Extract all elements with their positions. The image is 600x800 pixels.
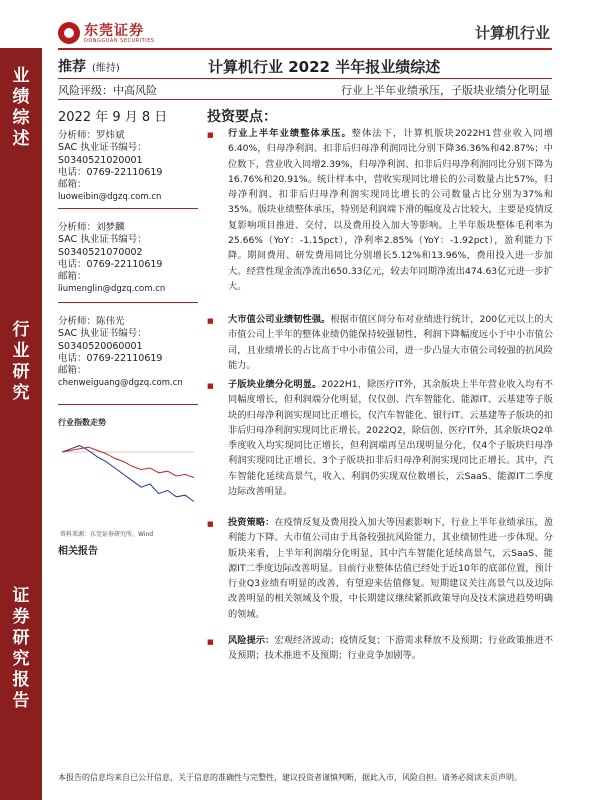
bullet-icon: ■: [207, 638, 214, 646]
point-paragraph: [228, 633, 553, 664]
analyst-email-label: 邮箱：: [58, 365, 87, 377]
bullet-icon: ■: [207, 317, 214, 325]
risk-level: 风险评级：中高风险: [58, 84, 157, 97]
chart-source: 资料来源：东莞证券研究所，Wind: [60, 531, 154, 538]
analyst-name: 分析师：陈伟光: [58, 316, 125, 327]
point-body: 在疫情反复及费用投入加大等因素影响下，行业上半年业绩承压，盈利能力下降。大市值公司由于具备较强抗风险能力，其业绩韧性进一步体现。分版块来看，上半年利润端分化明显，其中汽车智能化延续高景气，云SaaS、能源IT二季度边际改善明显。目前行业整体估值已经处于近10年的底部位置，预计行业Q3业绩有明显的改善，有望迎来估值修复。短期建议关注高景气以及边际改善明显的相关领域及个股，中长期建议继续紧抓政策导向及技术演进趋势明确的领域。: [228, 517, 554, 620]
section-heading: 投资要点：: [207, 109, 277, 125]
point-paragraph: [228, 377, 553, 499]
analyst-phone: 电话：0769-22110619: [58, 352, 163, 364]
analyst-divider: [58, 404, 198, 405]
brand-name-en: DONGGUAN SECURITIES: [84, 38, 155, 44]
analyst-email[interactable]: luoweibin@dgzq.com.cn: [58, 192, 162, 203]
point-body: 宏观经济波动；疫情反复；下游需求释放不及预期；行业政策推进不及预期；技术推进不及预期；行业竞争加剧等。: [228, 635, 554, 662]
title-divider: [58, 78, 552, 79]
rating: [58, 56, 120, 76]
brand-name-cn: 东莞证券: [84, 23, 144, 39]
chart-title: 行业指数走势: [58, 418, 106, 427]
analyst-cert: S0340520060001: [58, 340, 143, 352]
brand-mark-icon: [58, 22, 80, 44]
point-lead: 子版块业绩分化明显。: [228, 379, 322, 390]
bullet-icon: ■: [207, 520, 214, 528]
point-paragraph: [228, 312, 553, 373]
analyst-name: 分析师：刘梦麟: [58, 222, 125, 233]
report-date: 2022 年 9 月 8 日: [58, 110, 168, 125]
point-lead: 大市值公司业绩韧性强。: [228, 314, 331, 325]
analyst-phone: 电话：0769-22110619: [58, 166, 163, 178]
analyst-email-label: 邮箱：: [58, 179, 87, 191]
point-paragraph: [228, 126, 553, 294]
bullet-icon: ■: [207, 131, 214, 139]
side-label-review: 业 绩 综 述: [12, 66, 30, 149]
analyst-email-label: 邮箱：: [58, 271, 87, 283]
analyst-divider: [58, 208, 198, 209]
analyst-card: [58, 316, 208, 390]
point-body: 根据市值区间分布对业绩进行统计，200亿元以上的大市值公司上半年的整体业绩仍能保持较强韧性，利润下降幅度远小于中小市值公司，且业绩增长的占比高于中小市值公司，进一步凸显大市值公司较强的抗风险能力。: [228, 314, 553, 371]
subtitle-divider: [58, 99, 552, 100]
report-subtitle: 行业上半年业绩承压，子版块业绩分化明显: [341, 84, 550, 97]
brand-logo: [58, 20, 178, 48]
footer-disclaimer: 本报告的信息均来自已公开信息，关于信息的准确性与完整性，建议投资者谨慎判断，据此入市，风险自担。请务必阅读末页声明。: [58, 773, 522, 782]
point-paragraph: [228, 515, 553, 622]
rating-label: 推荐: [58, 59, 86, 75]
header-divider: [58, 48, 552, 50]
bullet-icon: ■: [207, 382, 214, 390]
point-lead: 行业上半年业绩整体承压。: [228, 128, 352, 139]
point-lead: 投资策略：: [228, 517, 275, 528]
point-body: 整体法下，计算机版块2022H1营业收入同增6.40%，归母净利润、扣非后归母净利润同比分别下降36.36%和42.87%；中位数下，营业收入同增2.39%，归母净利润、扣非后归母净利润同比分别下降为16.76%和20.91%。统计样本中，营收实现同比增长的公司数量占比57%，归母净利润、扣非后归母净利润实现同比增长的公司数量占比分别为37%和35%。版块业绩整体承压，特别是利润端下滑的幅度及占比较大，主要是疫情反复影响项目推进、交付，以及费用投入加大等影响。上半年版块整体毛利率为25.66%（YoY：-1.15pct），净利率2.85%（YoY：-1.92pct），盈利能力下降。期间费用、研发费用同比分别增长5.12%和13.96%，费用投入进一步加大。经营性现金流净流出650.33亿元，较去年同期净流出474.63亿元进一步扩大。: [228, 128, 553, 292]
point-body: 2022H1，除医疗IT外，其余版块上半年营业收入均有不同幅度增长，但利润端分化明显，仅仅创、汽车智能化、能源IT、云基建等子版块的归母净利润实现同比正增长，仅汽车智能化、银行IT、云基建等子版块的扣非后归母净利润实现同比正增长。2022Q2，除信创、医疗IT外，其余版块Q2单季度收入均实现同比正增长，但利润端再呈出现明显分化，仅4个子版块归母净利润实现同比正增长、3个子版块扣非后归母净利润实现同比正增长。其中，汽车智能化延续高景气，收入、利润仍实现双位数增长，云SaaS、能源IT二季度边际改善明显。: [228, 379, 553, 498]
industry-label: 计算机行业: [474, 24, 550, 42]
related-reports-heading: 相关报告: [58, 546, 98, 557]
index-trend-chart: [58, 430, 198, 522]
analyst-cert-label: SAC 执业证书编号：: [58, 142, 147, 154]
series-line-0: [62, 446, 194, 502]
analyst-card: [58, 130, 208, 204]
analyst-cert: S0340521020001: [58, 154, 143, 166]
analyst-phone: 电话：0769-22110619: [58, 258, 163, 270]
analyst-email[interactable]: liumenglin@dgzq.com.cn: [58, 284, 166, 295]
rating-note: (维持): [92, 63, 120, 74]
side-label-industry: 行 业 研 究: [12, 320, 30, 403]
analyst-divider: [58, 302, 198, 303]
analyst-cert-label: SAC 执业证书编号：: [58, 328, 147, 340]
report-title: 计算机行业 2022 半年报业绩综述: [208, 58, 441, 76]
side-label-securities: 证 券 研 究 报 告: [12, 586, 30, 711]
analyst-name: 分析师：罗炜斌: [58, 130, 125, 141]
side-bar: [0, 48, 42, 800]
analyst-email[interactable]: chenweiguang@dgzq.com.cn: [58, 378, 183, 389]
analyst-card: [58, 222, 208, 296]
analyst-cert: S0340521070002: [58, 246, 143, 258]
point-lead: 风险提示：: [228, 635, 275, 646]
analyst-cert-label: SAC 执业证书编号：: [58, 234, 147, 246]
